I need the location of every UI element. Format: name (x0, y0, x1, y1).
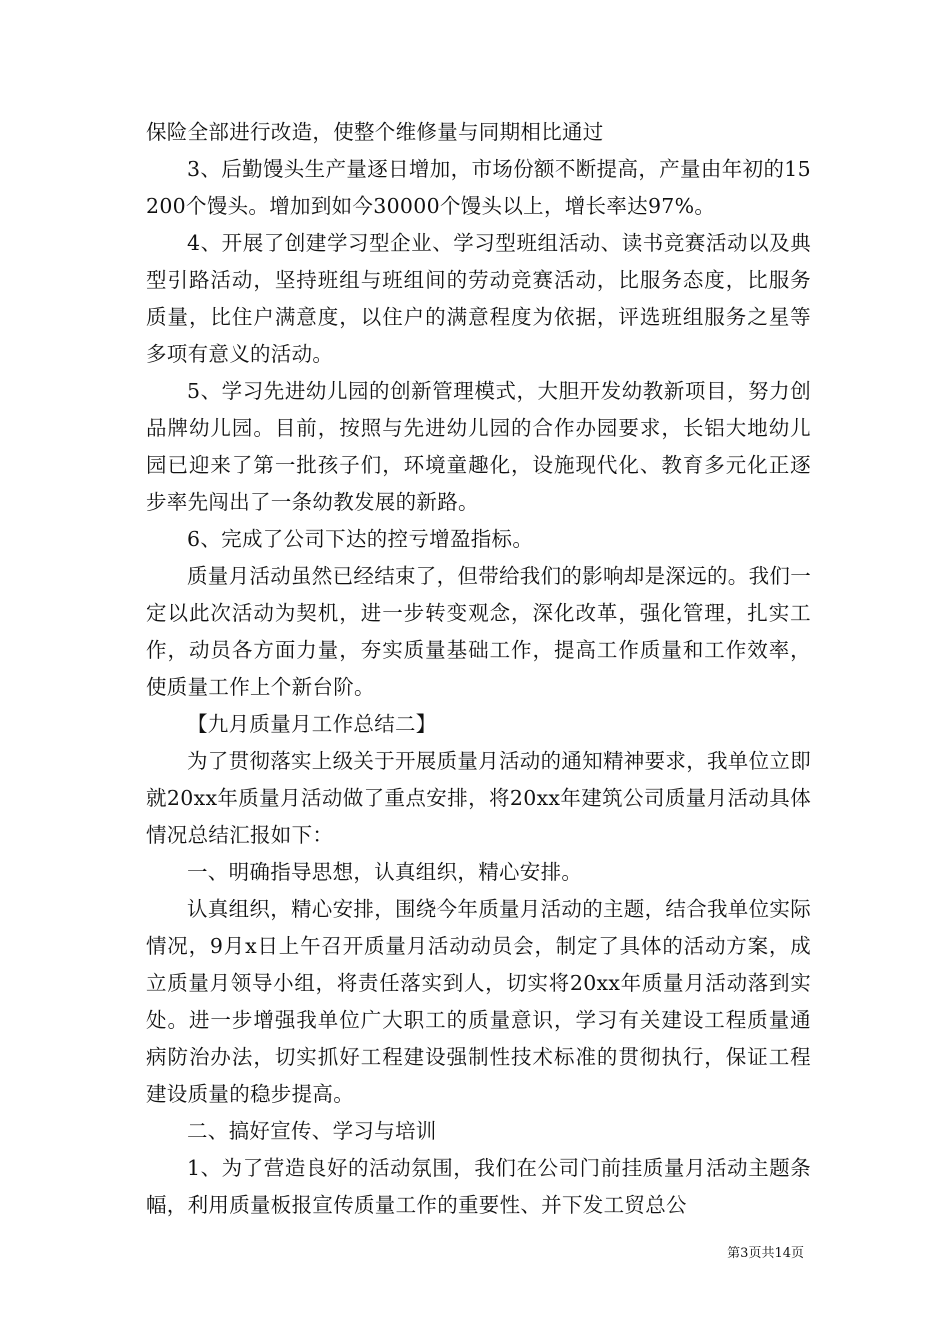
subheading-two: 二、搞好宣传、学习与培训 (187, 1119, 437, 1143)
page-number-footer: 第3页共14页 (727, 1246, 804, 1261)
paragraph-item-4: 4、开展了创建学习型企业、学习型班组活动、读书竞赛活动以及典型引路活动，坚持班组与班组间的劳动竞赛活动，比服务态度，比服务质量，比住户满意度，以住户的满意程度为依据，评选班组服务之星等多项有意义的活动。 (146, 231, 811, 366)
paragraph-item-3: 3、后勤馒头生产量逐日增加，市场份额不断提高，产量由年初的15200个馒头。增加到如今30000个馒头以上，增长率达97%。 (146, 157, 811, 218)
paragraph-conclusion: 质量月活动虽然已经结束了，但带给我们的影响却是深远的。我们一定以此次活动为契机，进一步转变观念，深化改革，强化管理，扎实工作，动员各方面力量，夯实质量基础工作，提高工作质量和工作效率，使质量工作上个新台阶。 (146, 564, 811, 699)
paragraph-organization: 认真组织，精心安排，围绕今年质量月活动的主题，结合我单位实际情况，9月x日上午召开质量月活动动员会，制定了具体的活动方案，成立质量月领导小组，将责任落实到人，切实将20xx年质量月活动落到实处。进一步增强我单位广大职工的质量意识，学习有关建设工程质量通病防治办法，切实抓好工程建设强制性技术标准的贯彻执行，保证工程建设质量的稳步提高。 (146, 897, 811, 1106)
section-heading: 【九月质量月工作总结二】 (187, 712, 437, 736)
paragraph-intro: 为了贯彻落实上级关于开展质量月活动的通知精神要求，我单位立即就20xx年质量月活动做了重点安排，将20xx年建筑公司质量月活动具体情况总结汇报如下： (146, 749, 811, 847)
paragraph-continuation: 保险全部进行改造，使整个维修量与同期相比通过 (146, 120, 604, 144)
subheading-one: 一、明确指导思想，认真组织，精心安排。 (187, 860, 583, 884)
document-body (146, 114, 811, 1224)
paragraph-publicity: 1、为了营造良好的活动氛围，我们在公司门前挂质量月活动主题条幅，利用质量板报宣传质量工作的重要性、并下发工贸总公 (146, 1156, 811, 1217)
paragraph-item-5: 5、学习先进幼儿园的创新管理模式，大胆开发幼教新项目，努力创品牌幼儿园。目前，按照与先进幼儿园的合作办园要求，长铝大地幼儿园已迎来了第一批孩子们，环境童趣化，设施现代化、教育多元化正逐步率先闯出了一条幼教发展的新路。 (146, 379, 811, 514)
paragraph-item-6: 6、完成了公司下达的控亏增盈指标。 (187, 527, 534, 551)
